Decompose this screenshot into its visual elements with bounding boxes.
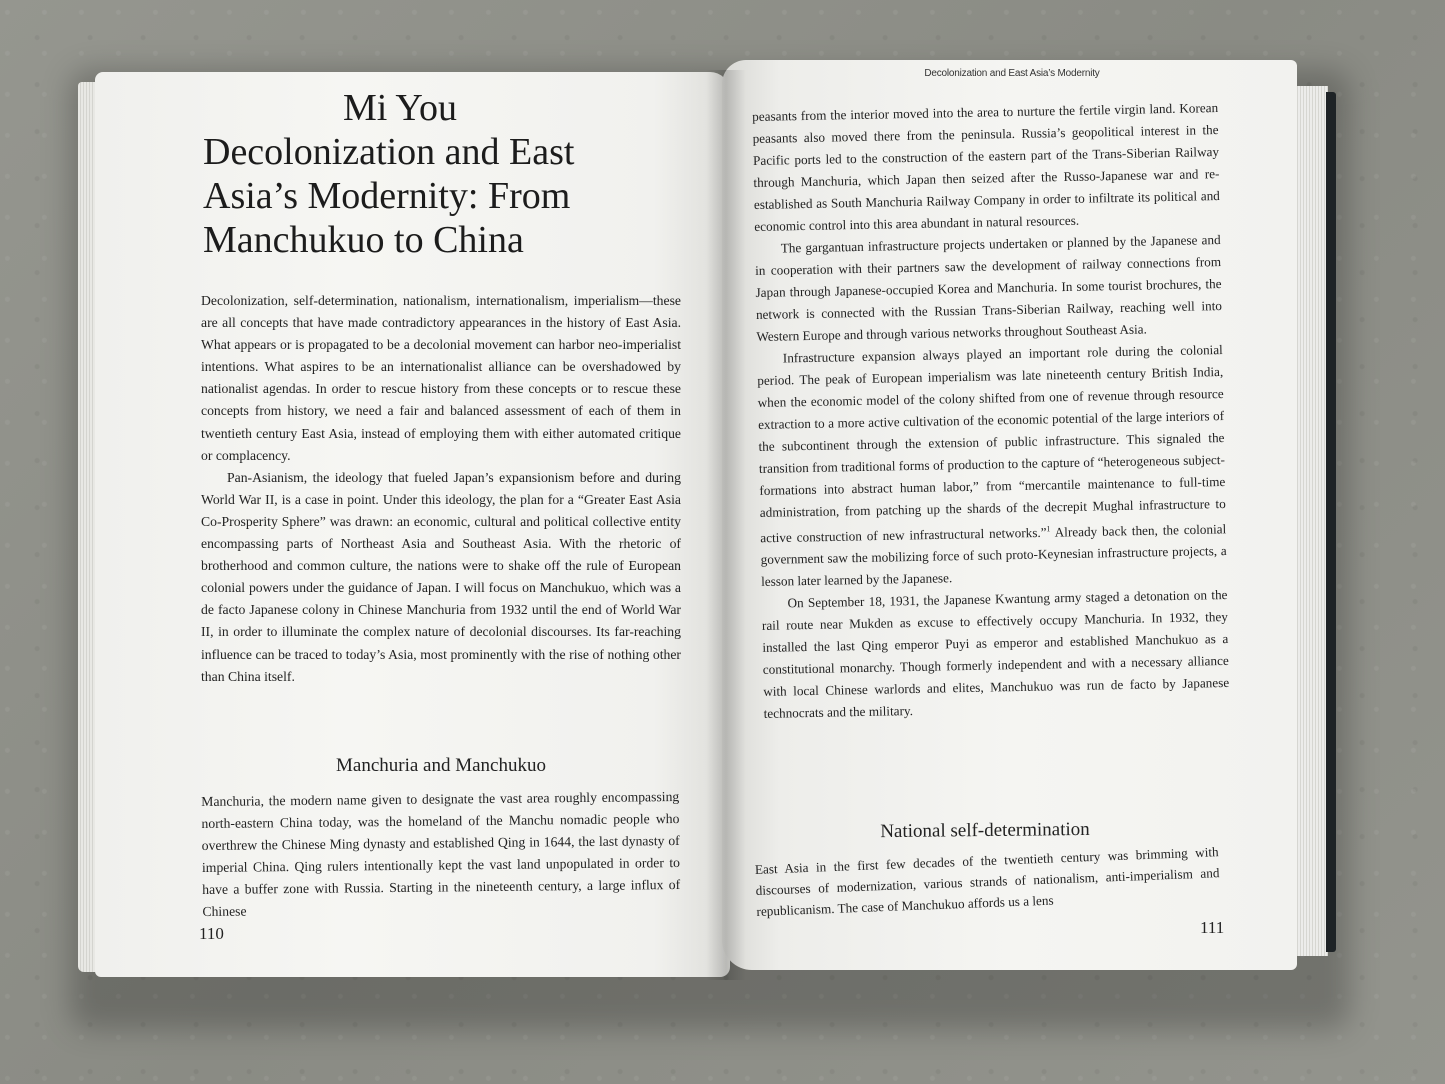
paragraph: Manchuria, the modern name given to designate the vast area roughly encompassing north-eastern China today, was the homeland of the Manchu nomadic people who overthrew the Chinese Ming dynasty and established Qing in 1644, the last dynasty of imperial China. Qing rulers intentionally kept the vast land unpopulated in order to have a buffer zone with Russia. Starting in the nineteenth century, a large influx of Chinese: [201, 788, 681, 919]
paragraph-text: Infrastructure expansion always played an important role during the colonial period. The peak of European imperialism was late nineteenth century British India, when the economic model of the colony shifted from one of revenue through resource extraction to a more active cultivation of the economic potential of the large interiors of the subcontinent through the extension of public infrastructure. This signaled the transition from traditional forms of production to the capture of “heterogeneous subject-formations into abstract human labor,” from “mercantile maintenance to full-time administration, from patching up the shards of the decrepit Mughal infrastructure to active construction of new infrastructural networks.”: [757, 342, 1226, 546]
page-number: 111: [1200, 918, 1225, 937]
paragraph: Decolonization, self-determination, nationalism, internationalism, imperialism—these are all concepts that have made contradictory appearances in the history of East Asia. What appears or is propagated to be a decolonial movement can harbor neo-imperialist intentions. What aspires to be an internationalist alliance can be overshadowed by nationalist agendas. In order to rescue history from these concepts or to rescue these concepts from history, we need a fair and balanced assessment of each of them in twentieth century East Asia, instead of employing them with either automated critique or complacency.: [201, 293, 681, 463]
footnote-marker: 1: [1046, 524, 1051, 534]
right-body-text: [752, 97, 1230, 725]
page-number: 110: [199, 924, 224, 943]
section-heading: Manchuria and Manchukuo: [336, 755, 546, 776]
chapter-title: [203, 86, 673, 262]
paragraph: The gargantuan infrastructure projects undertaken or planned by the Japanese and in cooperation with their partners saw the development of railway connections from Japan through Japanese-occupied Korea and Manchuria. In some tourist brochures, the network is connected with the Russian Trans-Siberian Railway, reaching well into Western Europe and through various networks throughout Southeast Asia.: [755, 232, 1223, 344]
left-section-text: [201, 772, 681, 936]
left-body-text: [201, 290, 681, 688]
paragraph: On September 18, 1931, the Japanese Kwantung army staged a detonation on the rail route near Mukden as excuse to effectively occupy Manchuria. In 1932, they installed the last Qing emperor Puyi as emperor and established Manchukuo as a constitutional monarchy. Though formerly independent and with a necessary alliance with local Chinese warlords and elites, Manchukuo was run de facto by Japanese technocrats and the military.: [761, 587, 1230, 722]
paragraph: Pan-Asianism, the ideology that fueled Japan’s expansionism before and during World War II, is a case in point. Under this ideology, the plan for a “Greater East Asia Co-Prosperity Sphere” was drawn: an economic, cultural and political collective entity encompassing parts of Northeast Asia and Southeast Asia. With the rhetoric of brotherhood and common culture, the nations were to shake off the rule of European colonial powers under the guidance of Japan. I will focus on Manchukuo, which was a de facto Japanese colony in Chinese Manchuria from 1932 until the end of World War II, in order to illuminate the complex nature of decolonial discourses. Its far-reaching influence can be traced to today’s Asia, most prominently with the rise of nothing other than China itself.: [201, 469, 681, 684]
author-name: Mi You: [342, 87, 458, 129]
title-line: Manchukuo to China: [203, 219, 524, 261]
title-line: Decolonization and East: [203, 131, 575, 173]
right-section-text: [754, 828, 1221, 935]
paragraph: East Asia in the first few decades of the twentieth century was brimming with discourses of modernization, various strands of nationalism, anti-imperialism and republicanism. The case of Manchukuo affords us a lens: [754, 844, 1220, 920]
right-page: [722, 60, 1297, 970]
paragraph-text: Already back then, the colonial government saw the mobilizing force of such proto-Keynesian infrastructure projects, a lesson later learned by the Japanese.: [760, 521, 1227, 590]
section-heading: National self-determination: [880, 818, 1090, 843]
paragraph-with-footnote: [757, 339, 1228, 593]
title-line: Asia’s Modernity: From: [203, 175, 571, 217]
paragraph: peasants from the interior moved into the area to nurture the fertile virgin land. Korean peasants also moved there from the peninsula. Russia’s geopolitical interest in the Pacific ports led to the construction of the eastern part of the Trans-Siberian Railway through Manchuria, which Japan then seized after the Russo-Japanese war and re-established as South Manchuria Railway Company in order to infiltrate its political and economic control into this area abundant in natural resources.: [752, 100, 1220, 234]
running-head: Decolonization and East Asia’s Modernity: [924, 68, 1100, 79]
book-cover-edge: [1326, 92, 1336, 952]
left-page: [95, 72, 730, 977]
